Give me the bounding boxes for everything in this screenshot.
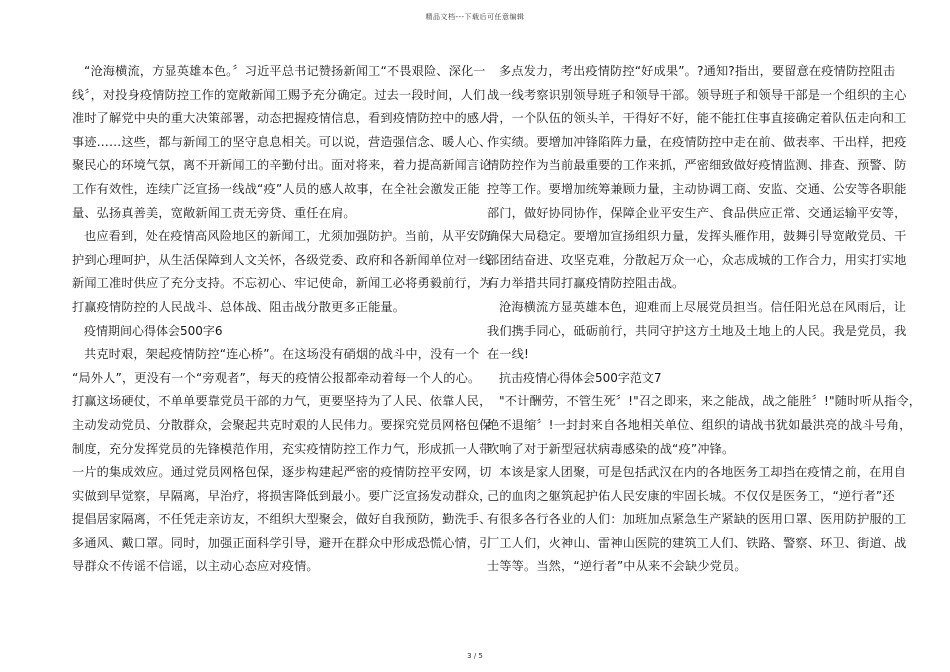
text-line: 作实绩。要增加冲锋陷阵力量，在疫情防控中走在前、做表率、干出样，把疫 [487, 134, 907, 149]
text-line: “局外人”，更没有一个“旁观者”，每天的疫情公报都牵动着每一个人的心。 [72, 370, 481, 385]
text-line: 工作有效性，连续广泛宣扬一线战“疫”人员的感人故事，在全社会激发正能 [72, 181, 480, 196]
text-line: 控等工作。要增加统筹兼顾力量，主动协调工商、安监、交通、公安等各职能 [487, 181, 907, 196]
text-line: 准时了解党中央的重大决策部署，动态把握疫情信息，看到疫情防控中的感人 [72, 111, 492, 126]
right-column [487, 60, 922, 579]
text-line: 本该是家人团聚，可是包括武汉在内的各地医务工却挡在疫情之前，在用自 [499, 465, 907, 480]
text-line: 士等等。当然，“逆行者”中从来不会缺少党员。 [487, 559, 747, 574]
text-line: 聚民心的环境气氛，离不开新闻工的辛勤付出。面对将来，着力提高新闻言论 [72, 158, 492, 173]
text-line: 主动发动党员、分散群众，会聚起共克时艰的人民伟力。要探究党员网格包保 [72, 417, 492, 432]
text-line: 事迹……这些，都与新闻工的坚守息息相关。可以说，营造强信念、暖人心、 [72, 134, 492, 149]
section-heading: 疫情期间心得体会500字6 [84, 323, 223, 338]
text-line: "不计酬劳，不管生死〞!"召之即来，来之能战，战之能胜〞!"随时听从指令， [499, 394, 922, 409]
text-line: 在一线! [487, 347, 530, 362]
text-line: 战一线考察识别领导班子和领导干部。领导班子和领导干部是一个组织的主心 [487, 87, 907, 102]
text-line: 己的血肉之躯筑起护佑人民安康的牢固长城。不仅仅是医务工，“逆行者”还 [487, 488, 895, 503]
paragraph [487, 461, 907, 579]
text-line: 护到心理呵护，从生活保障到人文关怀，各级党委、政府和各新闻单位对一线 [72, 252, 492, 267]
text-line: 有很多各行各业的人们：加班加点紧急生产紧缺的医用口罩、医用防护服的工 [487, 512, 907, 527]
paragraph [72, 225, 492, 319]
text-line: 新闻工准时供应了充分支持。不忘初心、牢记使命，新闻工必将勇毅前行，为 [72, 276, 492, 291]
text-line: 提倡居家隔离，不任凭走亲访友，不组织大型聚会，做好自我预防，勤洗手、 [72, 512, 492, 527]
text-line: 多点发力，考出疫情防控“好成果”。?通知?指出，要留意在疫情防控阻击 [499, 64, 896, 78]
text-line: 厂工人们，火神山、雷神山医院的建筑工人们、铁路、警察、环卫、街道、战 [487, 535, 907, 550]
paragraph [72, 343, 492, 579]
text-line: 打赢疫情防控的人民战斗、总体战、阻击战分散更多正能量。 [72, 299, 406, 314]
text-line: 也应看到，处在疫情高风险地区的新闻工，尤须加强防护。当前，从平安防 [84, 229, 492, 244]
text-line: 多通风、戴口罩。同时，加强正面科学引导，避开在群众中形成恐慌心情，引 [72, 535, 492, 550]
page-header: 精品文档---下载后可任意编辑 [425, 13, 525, 21]
text-line: 实做到早觉察，早隔离，早治疗，将损害降低到最小。要广泛宣扬发动群众， [72, 488, 492, 503]
text-line: 一片的集成效应。通过党员网格包保，逐步构建起严密的疫情防控平安网，切 [72, 465, 492, 480]
section-heading: 抗击疫情心得体会500字范文7 [499, 370, 662, 385]
paragraph [487, 60, 907, 296]
text-line: 绝不退缩〞!一封封来自各地相关单位、组织的请战书犹如最洪亮的战斗号角， [487, 417, 912, 432]
paragraph [72, 60, 492, 225]
text-line: 部团结奋进、攻坚克难，分散起万众一心，众志成城的工作合力，用实打实地 [487, 252, 907, 267]
text-line: 确保大局稳定。要增加宣扬组织力量，发挥头雁作用，鼓舞引导宽敞党员、干 [487, 229, 907, 244]
text-line: 制度，充分发挥党员的先锋模范作用，充实疫情防控工作力气，形成抓一人带 [72, 441, 492, 456]
text-line: 打赢这场硬仗，不单单要靠党员干部的力气，更要坚持为了人民、依靠人民， [72, 394, 492, 409]
text-line: 我们携手同心，砥砺前行，共同守护这方土地及土地上的人民。我是党员，我 [487, 323, 907, 338]
text-line: 共克时艰，架起疫情防控“连心桥”。在这场没有硝烟的战斗中，没有一个 [84, 347, 480, 362]
text-line: 吹响了对于新型冠状病毒感染的战“疫”冲锋。 [487, 441, 735, 456]
page-number: 3 / 5 [467, 652, 483, 660]
text-line: 骨，一个队伍的领头羊，干得好不好，能不能扛住事直接确定着队伍走向和工 [487, 111, 907, 126]
text-line: 导群众不传谣不信谣，以主动心态应对疫情。 [72, 559, 319, 574]
paragraph [487, 296, 907, 367]
paragraph [487, 390, 922, 461]
text-line: 情防控作为当前最重要的工作来抓，严密细致做好疫情监测、排查、预警、防 [487, 158, 907, 173]
text-line: 有力举措共同打赢疫情防控阻击战。 [487, 276, 685, 291]
text-line: 线〞，对投身疫情防控工作的宽敞新闻工赐予充分确定。过去一段时间，人们 [72, 87, 486, 102]
text-line: 量、弘扬真善美，宽敞新闻工责无旁贷、重任在肩。 [72, 205, 356, 220]
text-line: 部门，做好协同协作，保障企业平安生产、食品供应正常、交通运输平安等， [487, 205, 907, 220]
text-line: 沧海横流方显英雄本色，迎难而上尽展党员担当。信任阳光总在风雨后，让 [499, 299, 907, 314]
text-line: “沧海横流，方显英雄本色。〞习近平总书记赞扬新闻工“不畏艰险、深化一 [84, 64, 486, 78]
left-column [72, 60, 492, 579]
